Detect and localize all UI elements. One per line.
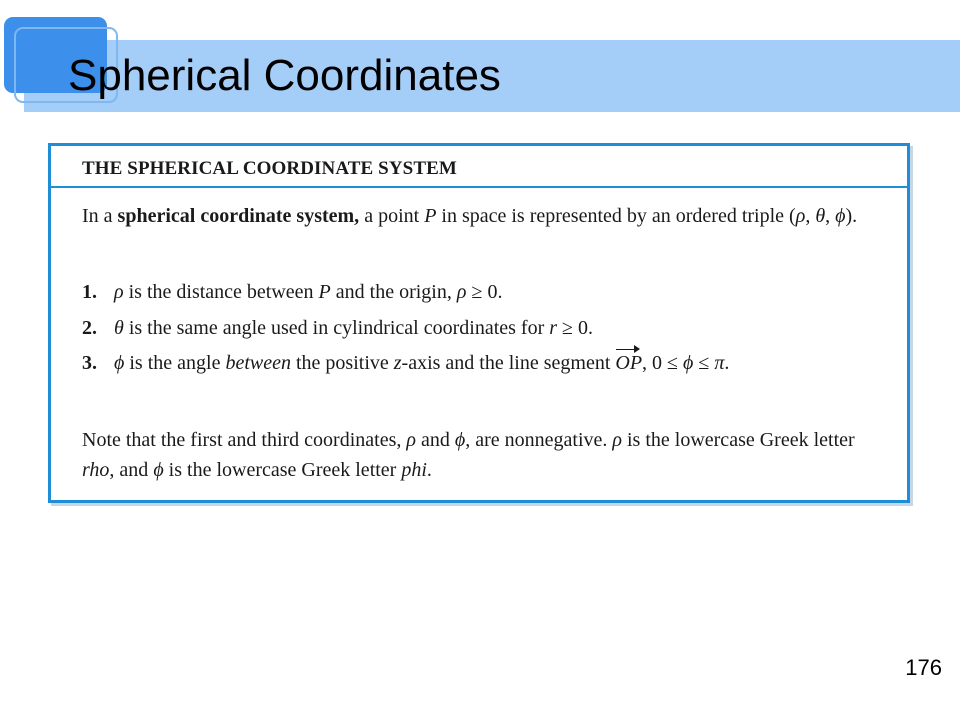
list-item-1	[82, 277, 879, 307]
item-var: z	[393, 352, 402, 374]
item-text: is the angle	[124, 352, 226, 374]
item-symbol: ϕ	[114, 352, 125, 374]
note-symbol: ρ	[612, 429, 622, 451]
note-text: is the lowercase Greek letter	[622, 429, 855, 451]
page-number: 176	[905, 655, 942, 680]
note-text: .	[426, 459, 432, 481]
note-symbol: ϕ	[454, 429, 466, 451]
definition-heading: THE SPHERICAL COORDINATE SYSTEM	[82, 158, 457, 179]
item-text: .	[724, 352, 730, 374]
definition-box	[48, 143, 910, 503]
intro-text: a point	[359, 205, 425, 227]
item-number: 2.	[82, 317, 97, 339]
item-text: ≥ 0.	[557, 317, 594, 339]
item-emphasis: between	[225, 352, 291, 374]
item-pi: π	[714, 352, 725, 374]
intro-theta: θ	[815, 205, 826, 227]
note-word: phi	[401, 459, 427, 481]
intro-point-var: P	[424, 205, 437, 227]
item-text: ≤	[693, 352, 715, 374]
note-text: , and	[109, 459, 154, 481]
list-item-2	[82, 313, 879, 343]
item-number: 1.	[82, 281, 97, 303]
note-word: rho	[82, 459, 110, 481]
item-text: ≥ 0.	[466, 281, 503, 303]
item-var: P	[318, 281, 331, 303]
note-text: , are nonnegative.	[465, 429, 613, 451]
intro-text: ).	[845, 205, 858, 227]
note-paragraph	[82, 425, 879, 485]
intro-sep: ,	[805, 205, 816, 227]
item-text: and the origin,	[330, 281, 457, 303]
note-text: is the lowercase Greek letter	[163, 459, 402, 481]
intro-phi: ϕ	[835, 205, 846, 227]
note-text: Note that the first and third coordinates,	[82, 429, 407, 451]
intro-rho: ρ	[795, 205, 806, 227]
note-symbol: ρ	[406, 429, 416, 451]
intro-sep: ,	[825, 205, 836, 227]
item-text: the positive	[290, 352, 394, 374]
intro-text: in space is represented by an ordered triple (	[436, 205, 796, 227]
intro-bold-term: spherical coordinate system,	[117, 205, 360, 227]
item-symbol: ϕ	[683, 352, 694, 374]
item-text: is the distance between	[123, 281, 319, 303]
slide-title: Spherical Coordinates	[68, 51, 501, 100]
intro-text: In a	[82, 205, 118, 227]
item-var: r	[549, 317, 558, 339]
item-text: is the same angle used in cylindrical coordinates for	[123, 317, 550, 339]
note-text: and	[415, 429, 455, 451]
item-symbol: ρ	[114, 281, 124, 303]
item-symbol: ρ	[456, 281, 467, 303]
item-text: , 0 ≤	[642, 352, 684, 374]
item-symbol: θ	[114, 317, 124, 339]
item-number: 3.	[82, 352, 97, 374]
list-item-3	[82, 348, 879, 378]
note-symbol: ϕ	[153, 459, 164, 481]
vector-op: OP	[615, 348, 642, 378]
intro-paragraph	[82, 201, 879, 231]
definition-box-header	[51, 146, 907, 188]
item-text: -axis and the line segment	[401, 352, 616, 374]
